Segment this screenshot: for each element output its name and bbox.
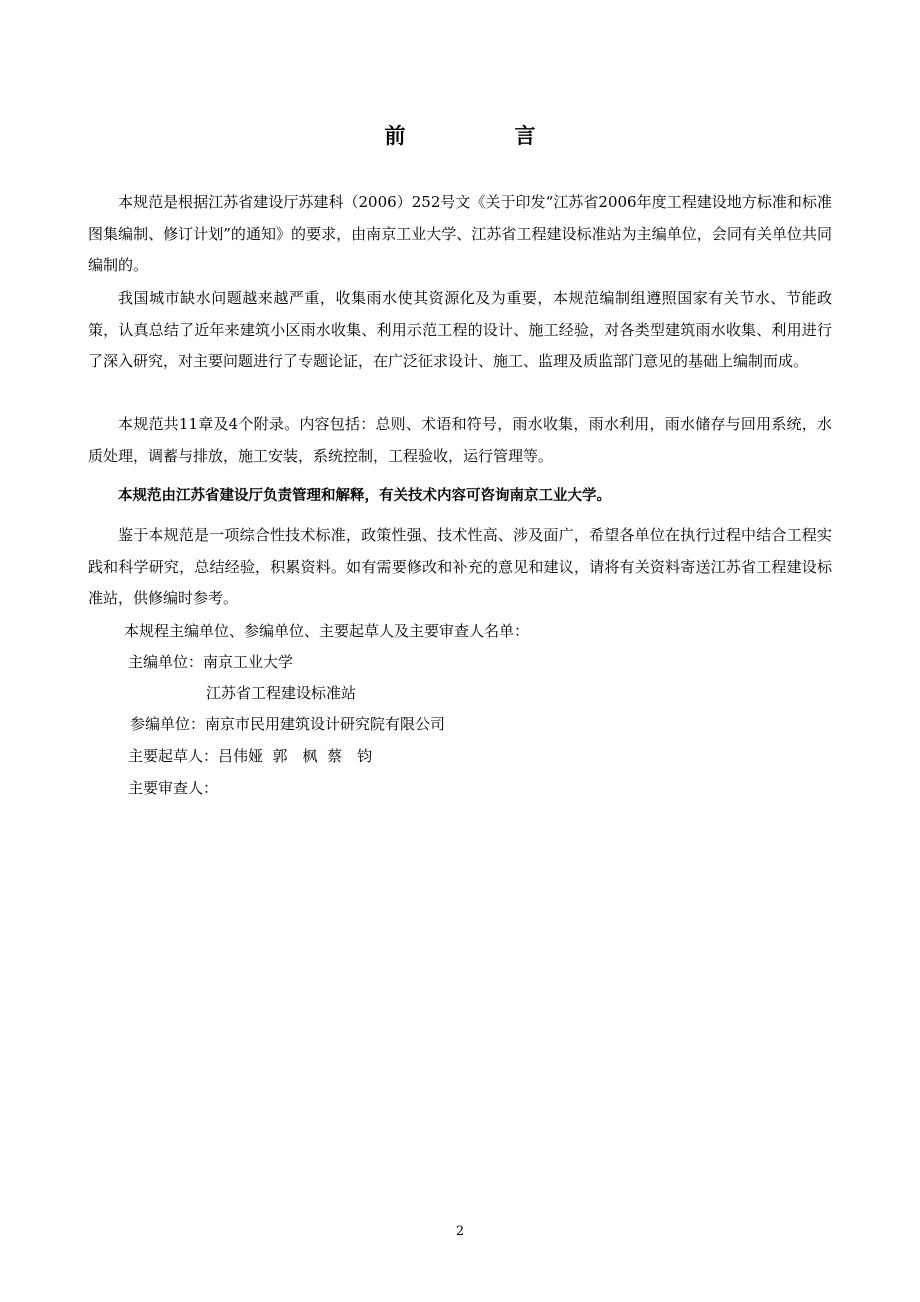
chief-editor-line-2: 江苏省工程建设标准站 xyxy=(206,684,357,702)
bold-statement: 本规范由江苏省建设厅负责管理和解释，有关技术内容可咨询南京工业大学。 xyxy=(118,488,611,504)
paragraph-closing: 鉴于本规范是一项综合性技术标准，政策性强、技术性高、涉及面广，希望各单位在执行过程中结合工程实践和科学研究，总结经验，积累资料。如有需要修改和补充的意见和建议，请将有关资料寄送江苏省工程建设标准站，供修编时参考。 xyxy=(88,526,832,607)
reviewers-line: 主要审查人： xyxy=(128,779,219,797)
paragraph-background: 我国城市缺水问题越来越严重，收集雨水使其资源化及为重要，本规范编制组遵照国家有关节水、节能政策，认真总结了近年来建筑小区雨水收集、利用示范工程的设计、施工经验，对各类型建筑雨水收集、利用进行了深入研究，对主要问题进行了专题论证，在广泛征求设计、施工、监理及质监部门意见的基础上编制而成。 xyxy=(88,289,832,370)
page-number: 2 xyxy=(455,1224,465,1239)
page-title: 前 言 xyxy=(384,124,580,148)
chief-editor-line: 主编单位：南京工业大学 xyxy=(128,653,294,671)
paragraph-contents: 本规范共11章及4个附录。内容包括：总则、术语和符号，雨水收集，雨水利用，雨水储存与回用系统，水质处理，调蓄与排放，施工安装，系统控制，工程验收，运行管理等。 xyxy=(88,415,832,465)
co-editor-line: 参编单位：南京市民用建筑设计研究院有限公司 xyxy=(130,715,446,733)
list-intro: 本规程主编单位、参编单位、主要起草人及主要审查人名单： xyxy=(124,622,530,640)
paragraph-basis: 本规范是根据江苏省建设厅苏建科（2006）252号文《关于印发“江苏省2006年度工程建设地方标准和标准图集编制、修订计划”的通知》的要求，由南京工业大学、江苏省工程建设标准站为主编单位，会同有关单位共同编制的。 xyxy=(88,193,832,274)
drafters-line: 主要起草人：吕伟娅 郭 枫 蔡 钧 xyxy=(128,747,373,765)
